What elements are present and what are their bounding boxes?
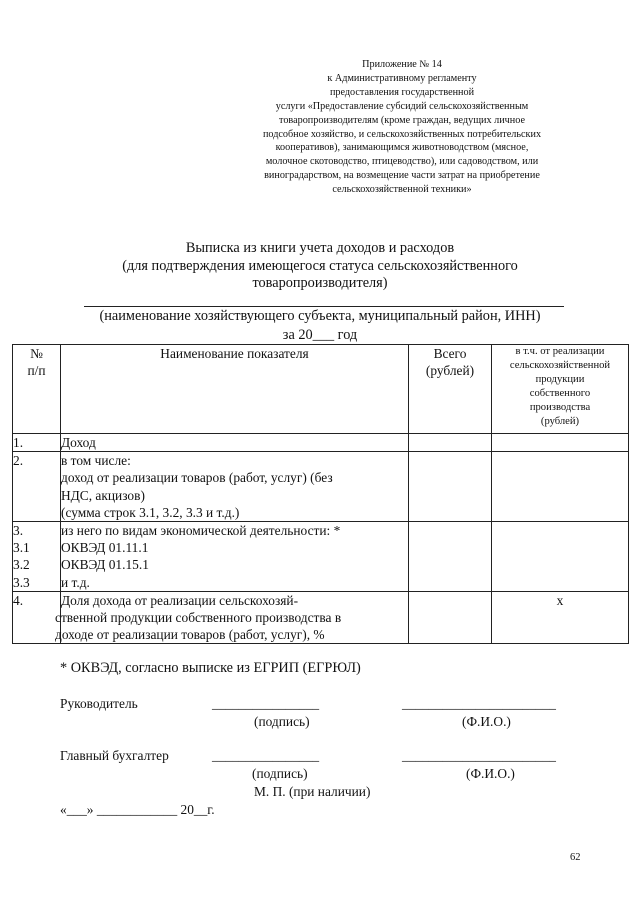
row-name	[61, 452, 409, 522]
appendix-line: подсобное хозяйство, и сельскохозяйственных потребительских	[262, 128, 542, 140]
document-title	[60, 240, 580, 293]
income-table	[12, 344, 629, 644]
appendix-line: молочное скотоводство, птицеводство), или садоводством, или	[265, 156, 539, 168]
header-name: Наименование показателя	[61, 345, 409, 434]
header-text: собственного	[529, 387, 591, 399]
row-name	[61, 434, 409, 452]
appendix-line: предоставления государственной	[329, 86, 475, 98]
row-own-cell	[492, 434, 629, 452]
table-row	[13, 452, 629, 522]
stamp-placeholder: М. П. (при наличии)	[254, 784, 371, 799]
head-signature-caption: (подпись)	[254, 714, 310, 729]
row-name-text: доход от реализации товаров (работ, услуг) (без	[61, 470, 333, 486]
row-name-text: Доход	[61, 435, 96, 450]
row-name-text: из него по видам экономической деятельности: *	[61, 523, 341, 539]
subject-caption: (наименование хозяйствующего субъекта, муниципальный район, ИНН)	[99, 308, 541, 324]
header-text: (рублей)	[425, 363, 475, 379]
title-line: товаропроизводителя)	[252, 275, 388, 291]
row-number-text: 3.1	[13, 540, 30, 556]
row-total-cell	[409, 522, 492, 592]
row-name-text: ОКВЭД 01.11.1	[61, 540, 149, 556]
header-text: производства	[529, 401, 591, 413]
table-header-row	[13, 345, 629, 434]
header-text: п/п	[27, 363, 46, 379]
row-number-text: 3.3	[13, 574, 30, 590]
header-total	[409, 345, 492, 434]
row-total-cell	[409, 591, 492, 644]
date-line: «___» ____________ 20__г.	[60, 802, 215, 817]
header-text: №	[30, 346, 43, 361]
row-name-text: и т.д.	[61, 574, 90, 590]
table-row	[13, 522, 629, 592]
header-text: Всего	[433, 346, 467, 361]
row-number	[13, 522, 61, 592]
head-label: Руководитель	[60, 696, 138, 711]
header-text: сельскохозяйственной	[509, 359, 611, 371]
year-line: за 20___ год	[282, 327, 358, 343]
title-line: Выписка из книги учета доходов и расходов	[185, 240, 455, 256]
subject-name-field-line	[84, 306, 564, 307]
row-number-text: 2.	[13, 453, 24, 469]
appendix-line: сельскохозяйственной техники»	[332, 184, 472, 196]
header-text: в т.ч. от реализации	[515, 346, 605, 357]
page-number: 62	[570, 852, 581, 863]
appendix-line: Приложение № 14	[362, 59, 442, 70]
head-signature-line: ________________	[212, 696, 320, 711]
row-name-text: в том числе:	[61, 453, 131, 469]
accountant-fio-caption: (Ф.И.О.)	[466, 766, 515, 781]
row-name-text: НДС, акцизов)	[61, 487, 145, 503]
title-line: (для подтверждения имеющегося статуса сельскохозяйственного	[122, 257, 518, 274]
appendix-line: к Административному регламенту	[327, 72, 477, 84]
header-text: (рублей)	[540, 415, 580, 427]
row-own-cell	[492, 452, 629, 522]
appendix-line: кооперативов), занимающимся животноводством (мясное,	[275, 142, 529, 154]
row-number	[13, 452, 61, 522]
row-name-text: (сумма строк 3.1, 3.2, 3.3 и т.д.)	[61, 504, 240, 520]
appendix-line: товаропроизводителям (кроме граждан, ведущих личное	[279, 114, 525, 126]
header-own-production	[492, 345, 629, 434]
row-name-text: Доля дохода от реализации сельскохозяй-	[61, 592, 299, 608]
row-number-text: 3.2	[13, 557, 30, 573]
row-name	[55, 591, 409, 644]
row-number-text: 1.	[13, 435, 24, 450]
table-row	[13, 591, 629, 644]
row-number-text: 4.	[13, 592, 24, 608]
row-name-text: ОКВЭД 01.15.1	[61, 557, 149, 573]
accountant-fio-line: _______________________	[402, 748, 556, 763]
header-number	[13, 345, 61, 434]
row-own-cell	[492, 522, 629, 592]
appendix-header	[210, 58, 594, 197]
row-own-cell: х	[492, 591, 629, 644]
row-name-text: ственной продукции собственного производства в	[55, 610, 342, 626]
head-fio-line: _______________________	[402, 696, 556, 711]
row-number-text: 3.	[13, 523, 24, 539]
row-name	[61, 522, 409, 592]
table-row	[13, 434, 629, 452]
appendix-line: виноградарством, на возмещение части затрат на приобретение	[264, 170, 540, 182]
accountant-label: Главный бухгалтер	[60, 748, 169, 763]
footnote: * ОКВЭД, согласно выписке из ЕГРИП (ЕГРЮЛ)	[60, 660, 361, 676]
accountant-signature-caption: (подпись)	[252, 766, 308, 781]
row-name-text: доходе от реализации товаров (работ, услуг), %	[55, 627, 325, 643]
row-total-cell	[409, 434, 492, 452]
accountant-signature-line: ________________	[212, 748, 320, 763]
head-fio-caption: (Ф.И.О.)	[462, 714, 511, 729]
header-text: продукции	[535, 373, 585, 385]
row-number	[13, 591, 61, 644]
row-total-cell	[409, 452, 492, 522]
row-number	[13, 434, 61, 452]
appendix-line: услуги «Предоставление субсидий сельскохозяйственным	[275, 100, 529, 112]
